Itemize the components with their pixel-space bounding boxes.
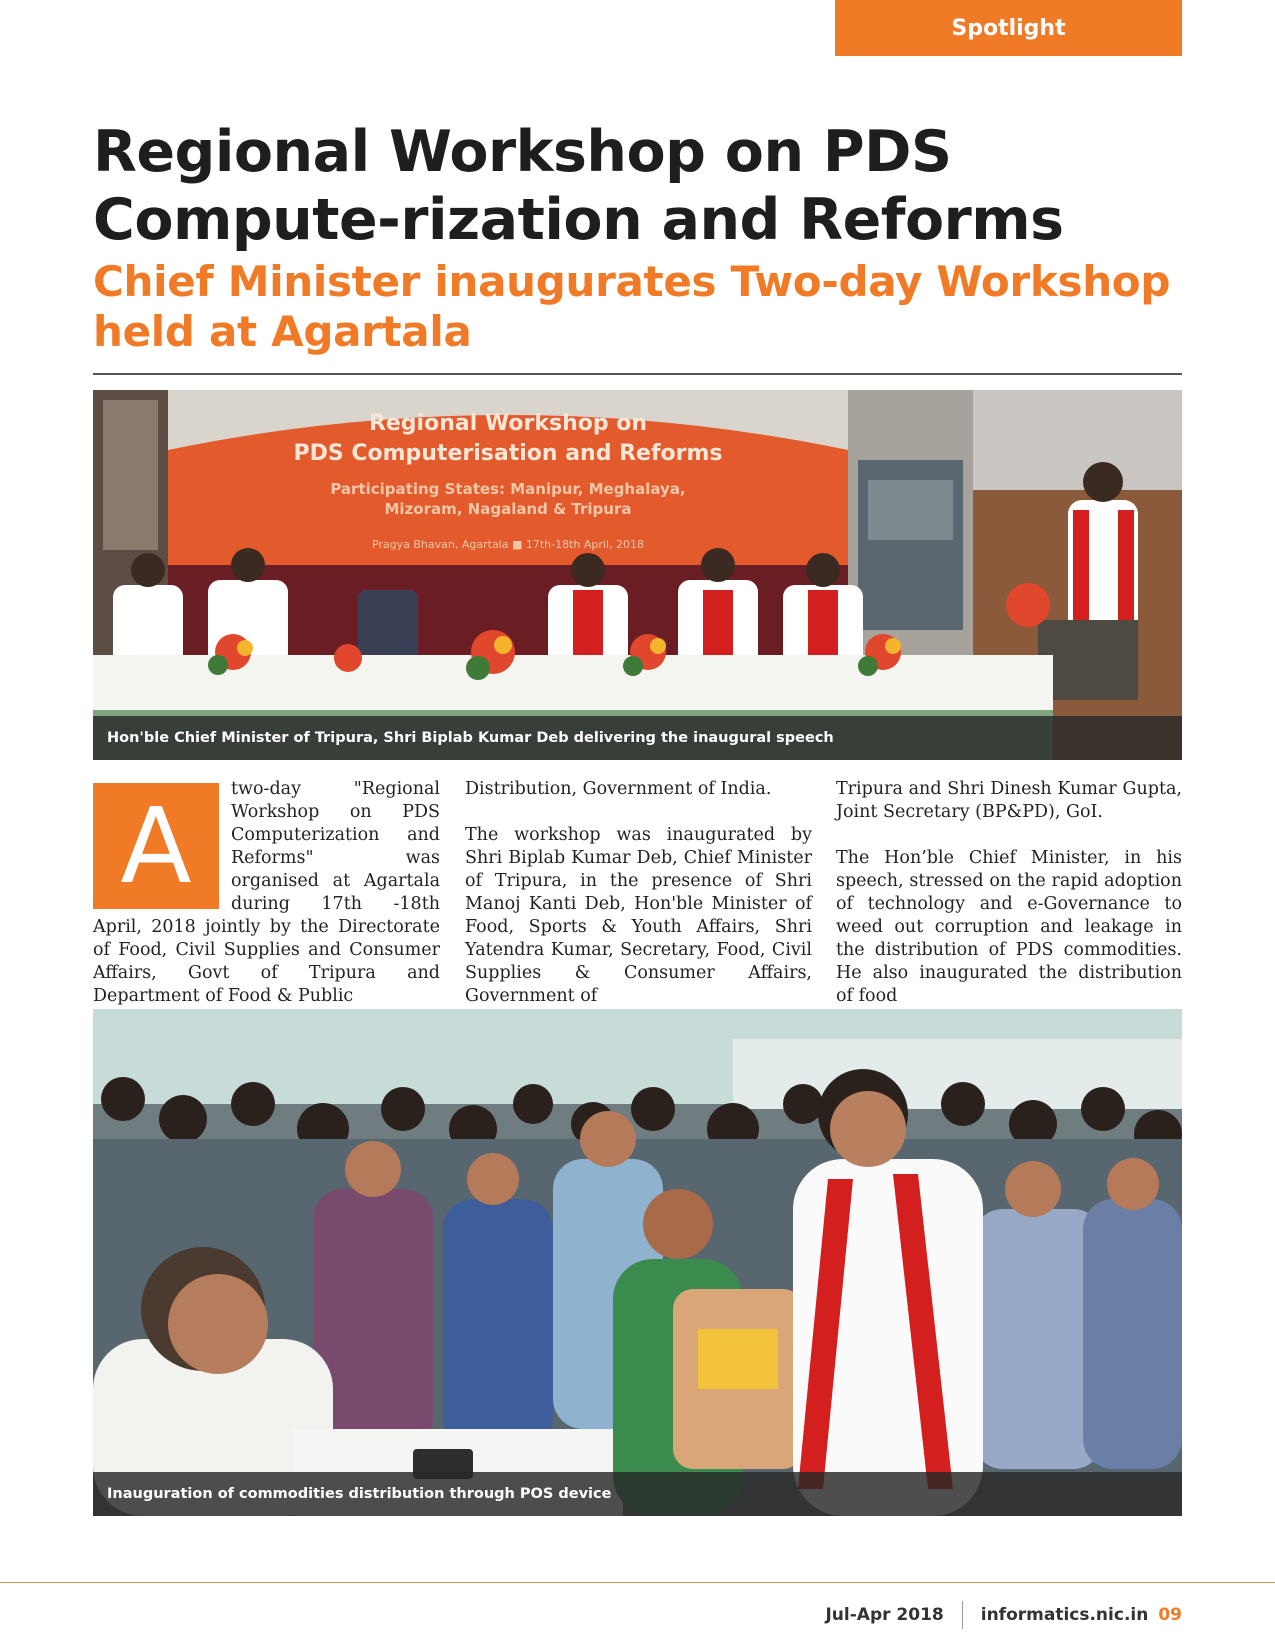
page-number: 09 [1158, 1605, 1182, 1625]
article-intro-text: two-day "Regional Workshop on PDS Computerization and Reforms" was organised at Agartala during 17th -18th April, 2018 jointly by the Directorate of Food, Civil Supplies and Consumer Affairs, Govt of Tripura and Department of Food & Public [93, 779, 440, 1006]
distribution-crowd-photo [93, 1009, 1182, 1516]
headline-divider [93, 373, 1182, 375]
article-paragraph: The Hon’ble Chief Minister, in his speech, stressed on the rapid adoption of technology and e-Governance to weed out corruption and leakage in the distribution of PDS commodities. He also inaugurated the distribution of food [836, 848, 1182, 1006]
drop-cap: A [93, 783, 219, 909]
site-url: informatics.nic.in [980, 1605, 1149, 1625]
article-paragraph: Distribution, Government of India. [465, 779, 772, 799]
article-column-3 [836, 778, 1182, 1031]
dais-illustration [93, 390, 1182, 760]
article-paragraph: The workshop was inaugurated by Shri Biplab Kumar Deb, Chief Minister of Tripura, in the presence of Shri Manoj Kanti Deb, Hon'ble Minister of Food, Sports & Youth Affairs, Shri Yatendra Kumar, Secretary, Food, Civil Supplies & Consumer Affairs, Government of [465, 825, 812, 1006]
article-headline: Regional Workshop on PDS Compute-rization and Reforms [93, 119, 1064, 253]
banner-line-3: Participating States: Manipur, Meghalaya, [330, 480, 686, 498]
section-tab: Spotlight [835, 0, 1182, 56]
article-subheadline: Chief Minister inaugurates Two-day Workshop held at Agartala [93, 257, 1171, 356]
article-column-2 [465, 778, 812, 1031]
footer-divider [0, 1582, 1275, 1583]
issue-date: Jul-Apr 2018 [825, 1605, 944, 1625]
article-column-1 [93, 778, 440, 1008]
banner-line-1: Regional Workshop on [368, 411, 648, 436]
article-paragraph: Tripura and Shri Dinesh Kumar Gupta, Joint Secretary (BP&PD), GoI. [836, 779, 1182, 822]
crowd-illustration [93, 1009, 1182, 1516]
workshop-dais-photo [93, 390, 1182, 760]
banner-line-4: Mizoram, Nagaland & Tripura [384, 500, 632, 518]
photo-caption-2: Inauguration of commodities distribution through POS device [93, 1472, 1182, 1516]
footer-separator [962, 1601, 963, 1629]
page-footer [825, 1601, 1182, 1629]
photo-caption-1: Hon'ble Chief Minister of Tripura, Shri Biplab Kumar Deb delivering the inaugural speech [93, 716, 1182, 760]
banner-line-2: PDS Computerisation and Reforms [293, 441, 723, 466]
banner-line-5: Pragya Bhavan, Agartala ■ 17th-18th April, 2018 [371, 538, 645, 551]
